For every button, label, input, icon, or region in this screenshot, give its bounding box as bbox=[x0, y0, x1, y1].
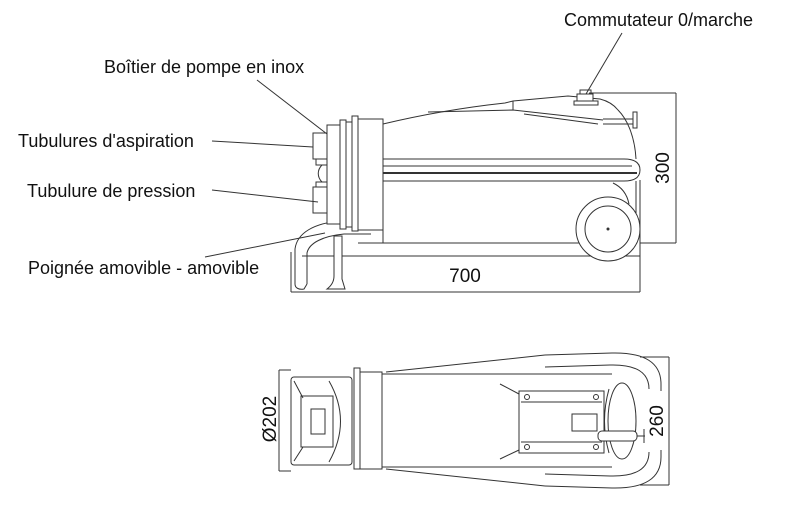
dimension-text-height: 300 bbox=[653, 152, 674, 184]
leader-switch bbox=[586, 33, 622, 94]
top-flange-bands bbox=[354, 368, 382, 469]
suction-port bbox=[313, 133, 327, 165]
leader-suction bbox=[212, 141, 313, 147]
label-handle: Poignée amovible - amovible bbox=[28, 258, 260, 278]
top-view bbox=[291, 353, 661, 488]
pump-housing-flanges bbox=[327, 116, 383, 231]
top-handle-bar bbox=[598, 429, 645, 443]
leader-pressure bbox=[212, 190, 318, 202]
tank-band bbox=[383, 159, 640, 181]
dimension-text-diameter: Ø202 bbox=[260, 395, 281, 443]
housing-curve bbox=[318, 165, 322, 182]
motor-plate bbox=[500, 384, 604, 459]
top-pump-head bbox=[291, 377, 352, 465]
leader-pump-housing bbox=[257, 80, 327, 134]
label-pump-housing: Boîtier de pompe en inox bbox=[104, 57, 305, 77]
removable-handle bbox=[295, 221, 371, 289]
dimension-text-width: 260 bbox=[647, 405, 668, 437]
power-switch bbox=[574, 90, 598, 105]
cord-hook bbox=[603, 112, 637, 128]
dimension-text-length: 700 bbox=[449, 266, 481, 287]
pressure-port bbox=[313, 182, 327, 213]
label-pressure-port: Tubulure de pression bbox=[27, 181, 196, 201]
side-view bbox=[295, 90, 640, 289]
label-suction-ports: Tubulures d'aspiration bbox=[18, 131, 194, 151]
label-switch: Commutateur 0/marche bbox=[564, 10, 754, 30]
top-rear-dome bbox=[605, 383, 637, 459]
wheel bbox=[576, 197, 640, 261]
